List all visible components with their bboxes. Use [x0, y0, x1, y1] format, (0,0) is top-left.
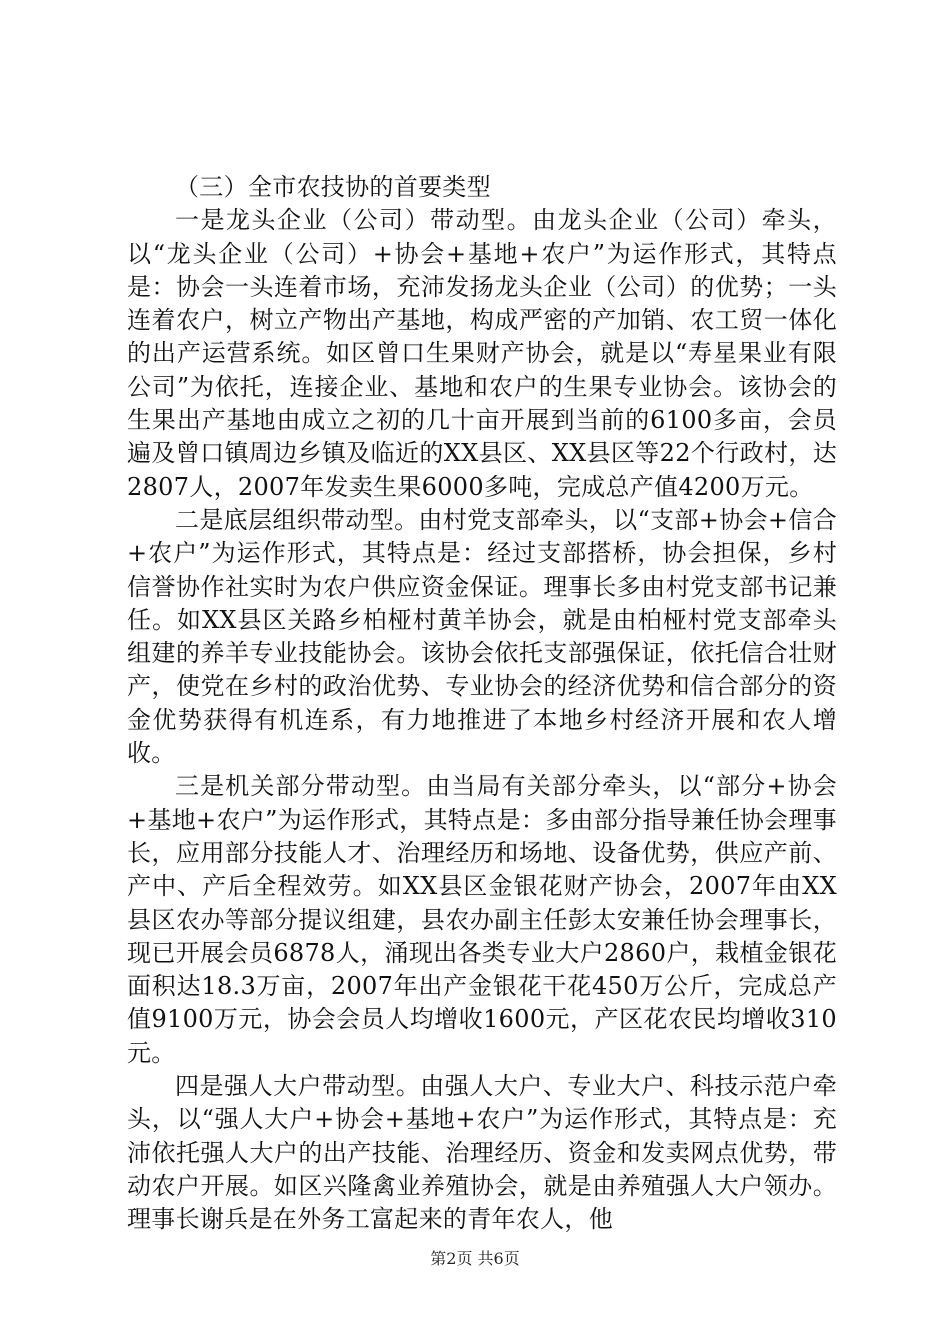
section-heading: （三）全市农技协的首要类型 [175, 173, 491, 201]
page-number-footer: 第2页 共6页 [430, 1249, 520, 1268]
paragraph-leading-enterprise: 一是龙头企业（公司）带动型。由龙头企业（公司）牵头，以“龙头企业（公司）+协会+基地+农户”为运作形式，其特点是：协会一头连着市场，充沛发扬龙头企业（公司）的优势；一头连着农户，树立产物出产基地，构成严密的产加销、农工贸一体化的出产运营系统。如区曾口生果财产协会，就是以“寿星果业有限公司”为依托，连接企业、基地和农户的生果专业协会。该协会的生果出产基地由成立之初的几十亩开展到当前的6100多亩，会员遍及曾口镇周边乡镇及临近的XX县区、XX县区等22个行政村，达2807人，2007年发卖生果6000多吨，完成总产值4200万元。 [127, 206, 837, 501]
paragraph-grassroots-organization: 二是底层组织带动型。由村党支部牵头，以“支部+协会+信合+农户”为运作形式，其特点是：经过支部搭桥，协会担保，乡村信誉协作社实时为农户供应资金保证。理事长多由村党支部书记兼任。如XX县区关路乡柏桠村黄羊协会，就是由柏桠村党支部牵头组建的养羊专业技能协会。该协会依托支部强保证，依托信合壮财产，使党在乡村的政治优势、专业协会的经济优势和信合部分的资金优势获得有机连系，有力地推进了本地乡村经济开展和农人增收。 [127, 505, 837, 768]
paragraph-capable-households: 四是强人大户带动型。由强人大户、专业大户、科技示范户牵头，以“强人大户+协会+基地+农户”为运作形式，其特点是：充沛依托强人大户的出产技能、治理经历、资金和发卖网点优势，带动农户开展。如区兴隆禽业养殖协会，就是由养殖强人大户领办。理事长谢兵是在外务工富起来的青年农人，他 [127, 1072, 837, 1234]
document-body [127, 171, 837, 1237]
paragraph-government-department: 三是机关部分带动型。由当局有关部分牵头，以“部分+协会+基地+农户”为运作形式，其特点是：多由部分指导兼任协会理事长，应用部分技能人才、治理经历和场地、设备优势，供应产前、产中、产后全程效劳。如XX县区金银花财产协会，2007年由XX县区农办等部分提议组建，县农办副主任彭太安兼任协会理事长，现已开展会员6878人，涌现出各类专业大户2860户，栽植金银花面积达18.3万亩，2007年出产金银花干花450万公斤，完成总产值9100万元，协会会员人均增收1600元，产区花农民均增收310元。 [127, 772, 837, 1067]
